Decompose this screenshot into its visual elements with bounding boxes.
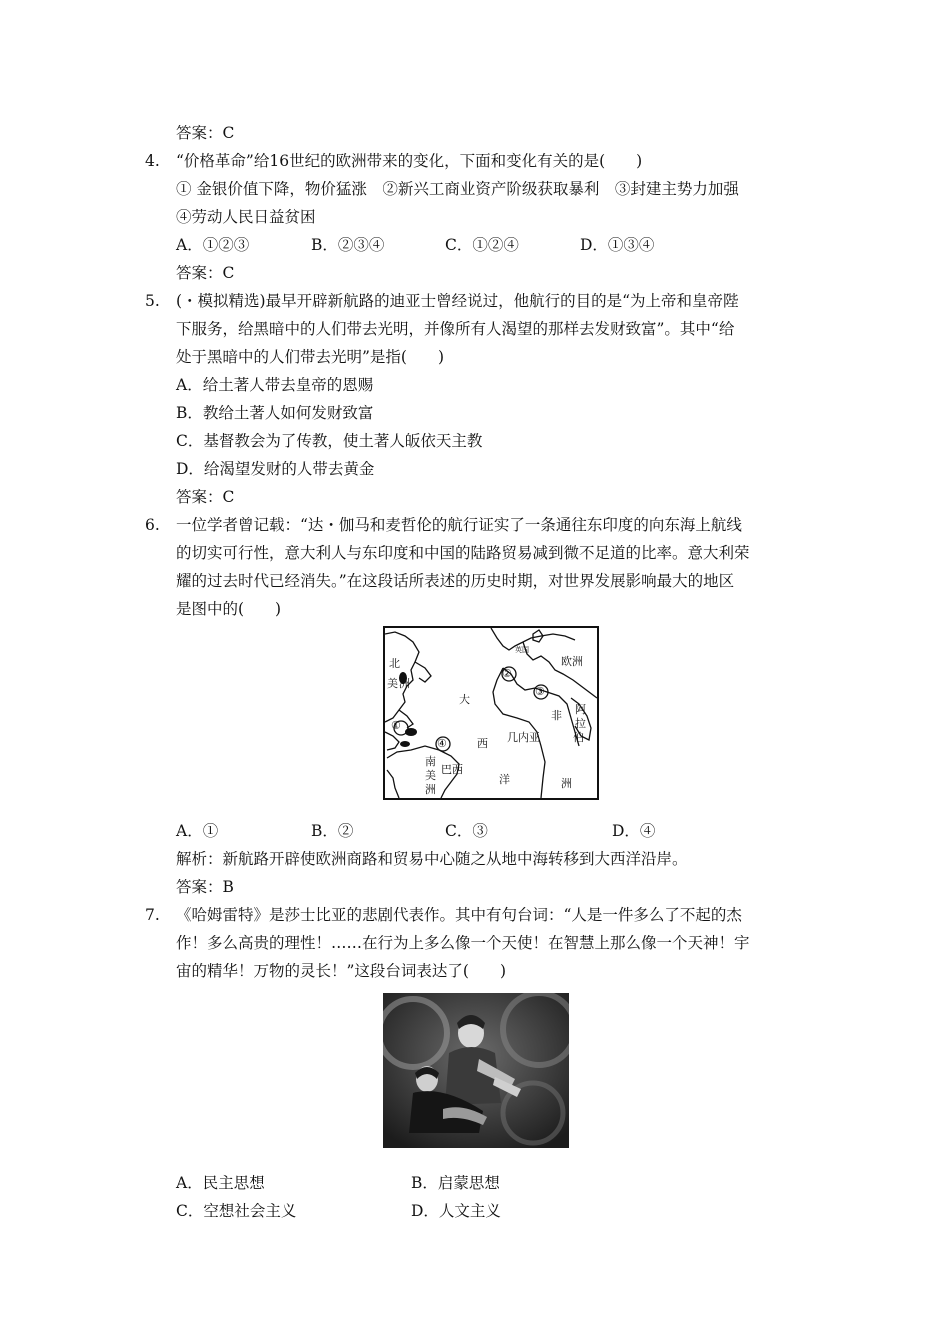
question-6-line3: 耀的过去时代已经消失。”在这段话所表述的历史时期，对世界发展影响最大的地区 [176,572,735,590]
option-c: C．③ [445,822,488,840]
option-d: D．①③④ [580,236,655,254]
answer-q6: 答案：B [176,878,234,896]
map-label-3: ③ [535,685,545,698]
question-5-line1: (・模拟精选)最早开辟新航路的迪亚士曾经说过，他航行的目的是“为上帝和皇帝陛 [176,292,739,310]
map-label-north: 北 [389,657,400,670]
question-number-4: 4. [145,152,160,170]
atlantic-map [383,626,599,800]
question-number-7: 7. [145,906,160,924]
question-4-stem: “价格革命”给16世纪的欧洲带来的变化，下面和变化有关的是( ) [176,152,643,170]
map-label-arab3: 伯 [573,731,584,744]
map-label-arab1: 阿 [575,703,586,716]
map-outlines [385,628,597,798]
map-label-europe: 欧洲 [561,655,583,668]
option-d: D．人文主义 [411,1202,501,1220]
option-c: C．基督教会为了传教，使土著人皈依天主教 [176,432,483,450]
option-b: B．②③④ [311,236,385,254]
map-label-america: 美 [387,677,398,690]
option-a: A．①②③ [176,236,250,254]
map-label-da: 大 [459,693,470,706]
question-6-line4: 是图中的( ) [176,600,282,618]
map-label-zhou2: 洲 [561,777,572,790]
question-6-line2: 的切实可行性，意大利人与东印度和中国的陆路贸易减到微不足道的比率。意大利荣 [176,544,750,562]
map-label-guinea: 几内亚 [507,731,540,744]
question-number-6: 6. [145,516,160,534]
question-5-line3: 处于黑暗中的人们带去光明”是指( ) [176,348,445,366]
option-c: C．①②④ [445,236,519,254]
answer-q4: 答案：C [176,264,235,282]
map-label-zhou3: 洲 [425,783,436,796]
analysis-q6: 解析：新航路开辟使欧洲商路和贸易中心随之从地中海转移到大西洋沿岸。 [176,850,688,868]
question-5-line2: 下服务，给黑暗中的人们带去光明，并像所有人渴望的那样去发财致富”。其中“给 [176,320,735,338]
question-4-items-line1: ① 金银价值下降，物价猛涨 ②新兴工商业资产阶级获取暴利 ③封建主势力加强 [176,180,739,198]
option-b: B．教给土著人如何发财致富 [176,404,374,422]
question-7-line2: 作！多么高贵的理性！……在行为上多么像一个天使！在智慧上那么像一个天神！宇 [176,934,750,952]
answer-q5: 答案：C [176,488,235,506]
option-a: A．给土著人带去皇帝的恩赐 [176,376,374,394]
option-c: C．空想社会主义 [176,1202,297,1220]
question-4-items-line2: ④劳动人民日益贫困 [176,208,316,226]
option-a: A．① [176,822,219,840]
map-label-2: ② [502,667,512,680]
map-label-arab2: 拉 [575,717,586,730]
option-d: D．④ [612,822,656,840]
map-label-1: ① [391,719,401,732]
question-7-line3: 宙的精华！万物的灵长！”这段台词表达了( ) [176,962,507,980]
question-number-5: 5. [145,292,160,310]
map-label-south: 南 [425,755,436,768]
option-d: D．给渴望发财的人带去黄金 [176,460,375,478]
photo-illustration [383,993,569,1148]
map-label-south-america: 美 [425,769,436,782]
map-label-xi: 西 [477,737,488,750]
map-label-brazil: 巴西 [441,763,463,776]
question-6-line1: 一位学者曾记载：“达・伽马和麦哲伦的航行证实了一条通往东印度的向东海上航线 [176,516,742,534]
question-7-line1: 《哈姆雷特》是莎士比亚的悲剧代表作。其中有句台词：“人是一件多么了不起的杰 [176,906,742,924]
map-label-uk: 英国 [515,646,529,654]
map-label-4: ④ [437,737,447,750]
map-label-fei: 非 [551,709,562,722]
map-label-yang: 洋 [499,773,510,786]
answer-q3: 答案：C [176,124,235,142]
option-a: A．民主思想 [176,1174,265,1192]
map-label-zhou1: 洲 [399,677,410,690]
option-b: B．启蒙思想 [411,1174,500,1192]
hamlet-stage-photo [383,993,569,1148]
option-b: B．② [311,822,354,840]
